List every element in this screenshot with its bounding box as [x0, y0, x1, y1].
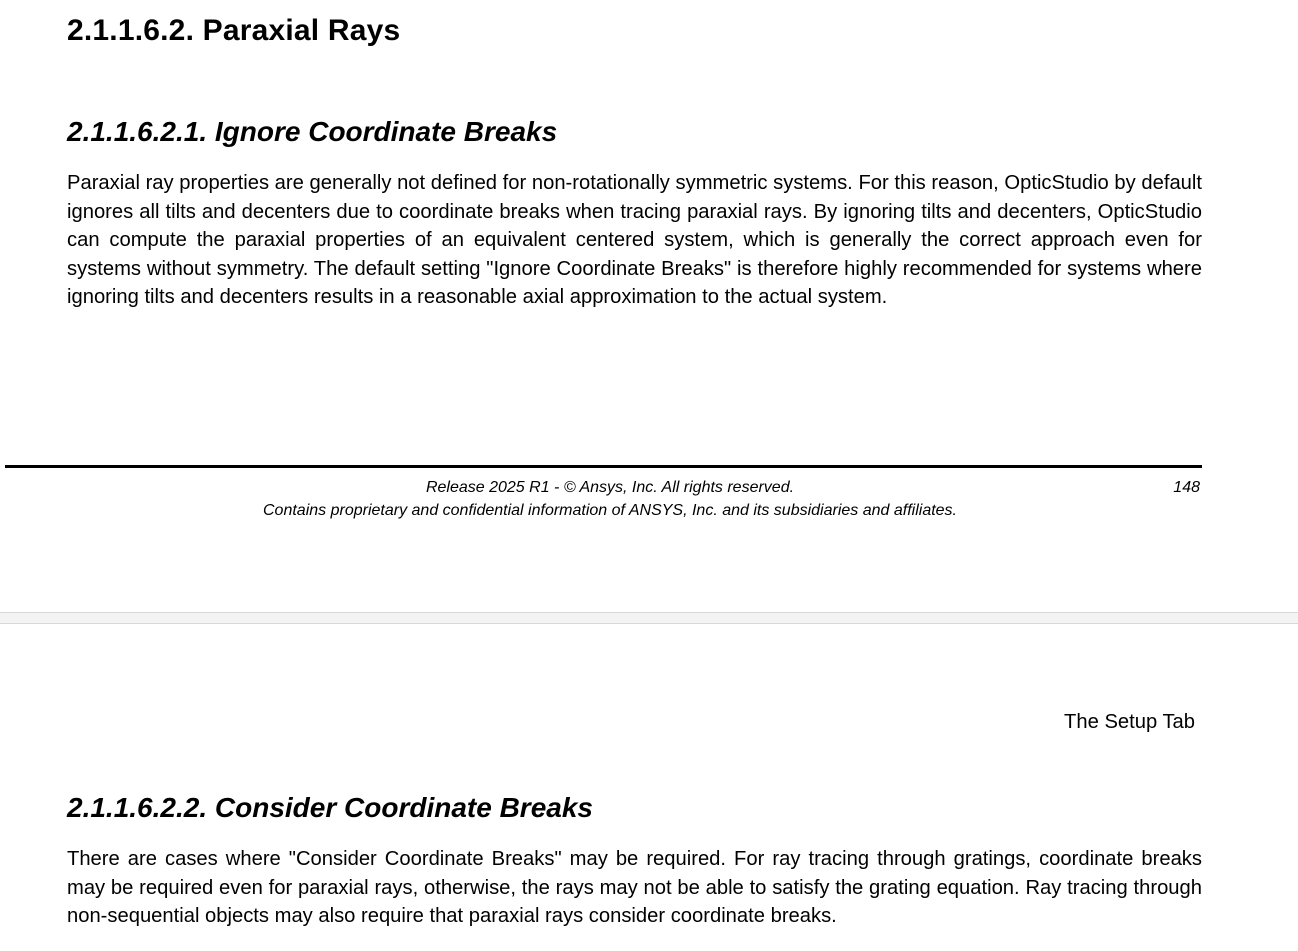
paragraph-consider-coordinate-breaks: There are cases where "Consider Coordinate Breaks" may be required. For ray tracing through gratings, coordinate breaks may be required even for paraxial rays, otherwise, the rays may not be able to satisfy the grating equation. Ray tracing through non-sequential objects may also require that paraxial rays consider coordinate breaks.	[67, 848, 1202, 928]
subsection-heading-ignore-coordinate-breaks: 2.1.1.6.2.1. Ignore Coordinate Breaks	[67, 116, 558, 147]
footer-release-notice: Release 2025 R1 - © Ansys, Inc. All rights reserved.	[425, 479, 795, 496]
footer-divider	[5, 465, 1202, 468]
page-number: 148	[1173, 479, 1200, 496]
subsection-heading-consider-coordinate-breaks: 2.1.1.6.2.2. Consider Coordinate Breaks	[67, 792, 593, 823]
paragraph-ignore-coordinate-breaks: Paraxial ray properties are generally not defined for non-rotationally symmetric systems. For this reason, OpticStudio by default ignores all tilts and decenters due to coordinate breaks when tracing paraxial rays. By ignoring tilts and decenters, OpticStudio can compute the paraxial properties of an equivalent centered system, which is generally the correct approach even for systems without symmetry. The default setting "Ignore Coordinate Breaks" is therefore highly recommended for systems where ignoring tilts and decenters results in a reasonable axial approximation to the actual system.	[67, 172, 1202, 309]
page-separator	[0, 612, 1298, 624]
running-header: The Setup Tab	[1064, 711, 1195, 733]
footer-confidential-notice: Contains proprietary and confidential information of ANSYS, Inc. and its subsidiaries and affiliates.	[263, 502, 957, 519]
section-heading-paraxial-rays: 2.1.1.6.2. Paraxial Rays	[67, 14, 401, 47]
